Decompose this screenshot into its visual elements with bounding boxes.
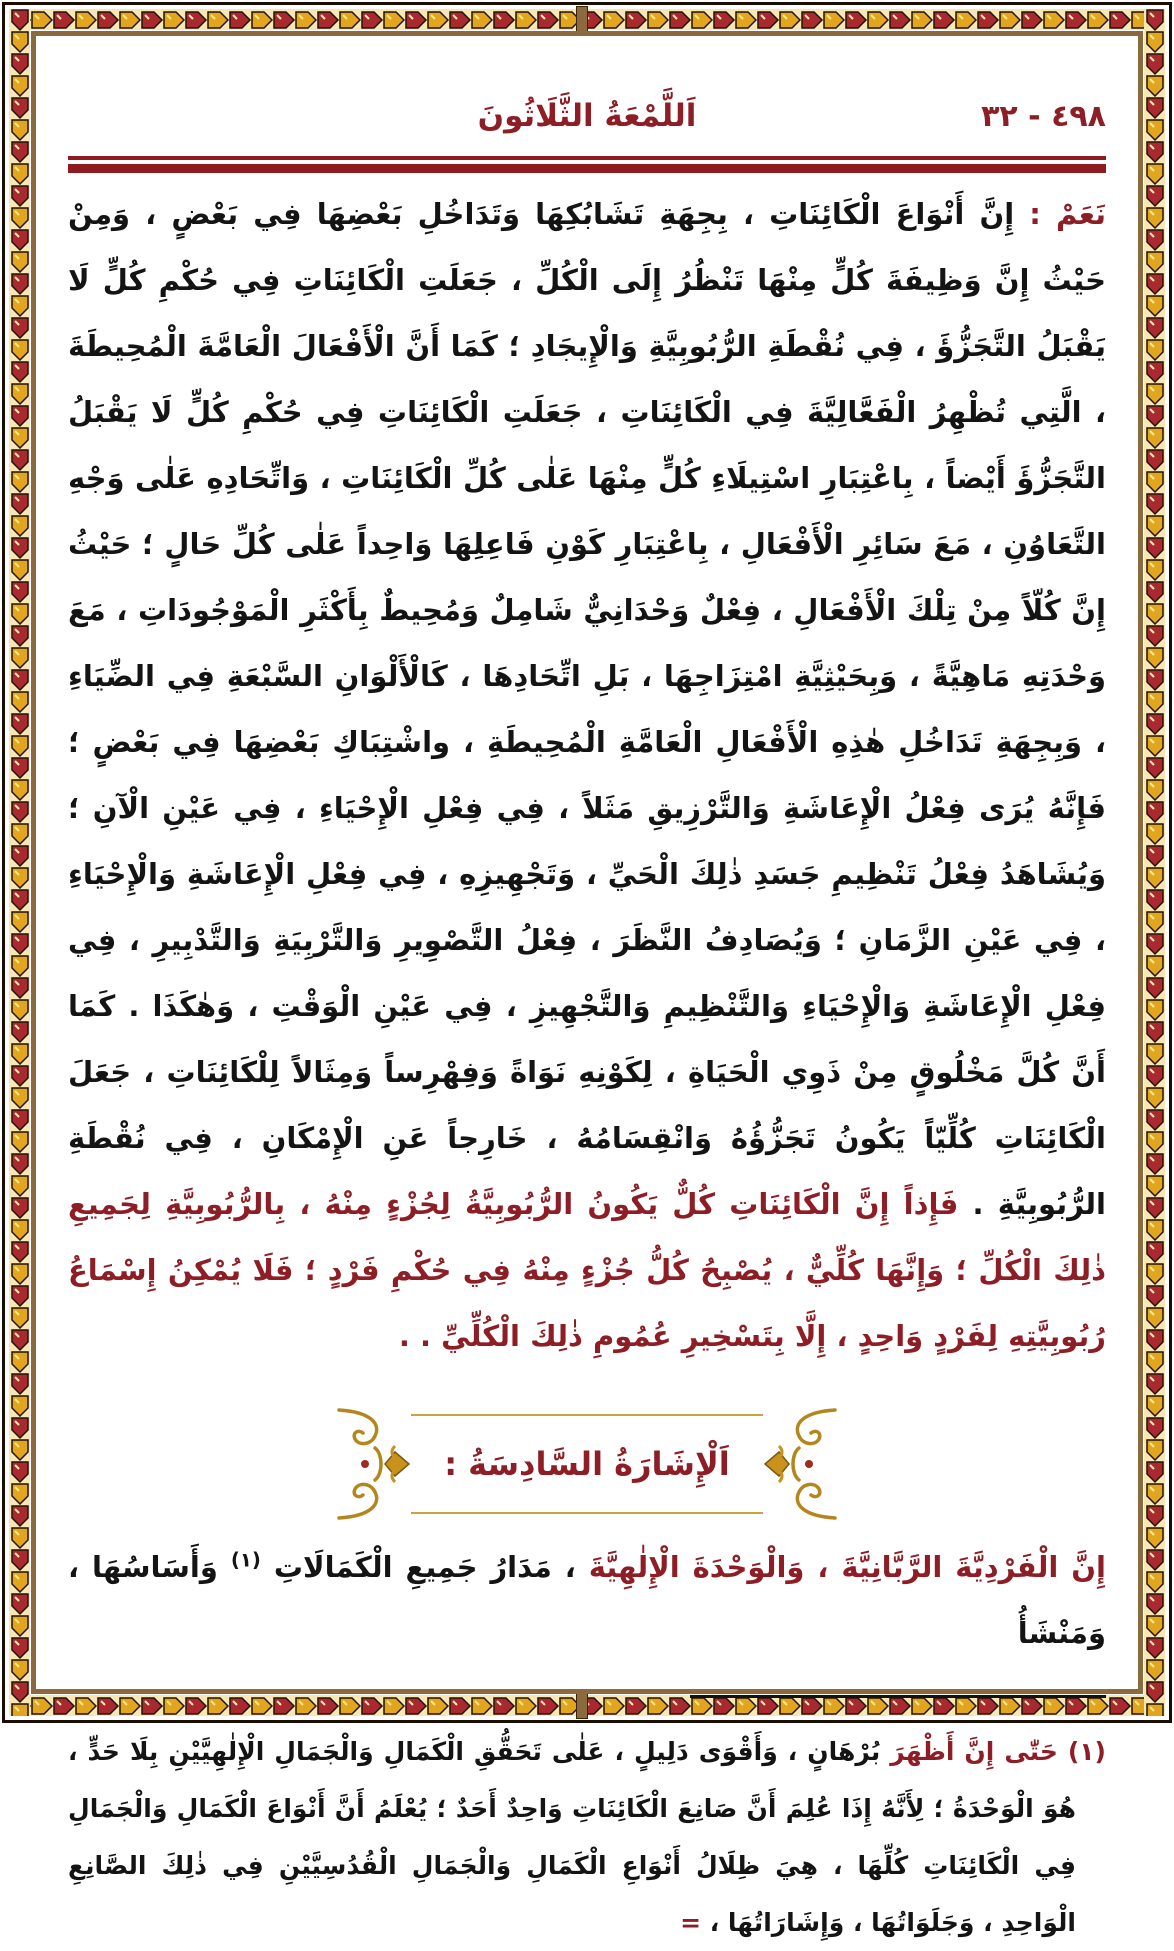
page-title: اَللَّمْعَةُ الثَّلَاثُونَ bbox=[477, 98, 697, 134]
text-segment: بُرْهَانٍ ، وَأَقْوَى دَلِيلٍ ، عَلٰى تَحَقُّقِ الْكَمَالِ وَالْجَمَالِ الْإِلٰهِيَّيْنِ بِلَا حَدٍّ ، هُوَ الْوَحْدَةُ ؛ لِأَنَّهُ إِذَا عُلِمَ أَنَّ صَانِعَ الْكَائِنَاتِ وَاحِدٌ أَحَدٌ ؛ يُعْلَمُ أَنَّ أَنْوَاعَ الْكَمَالِ وَالْجَمَالِ فِي الْكَائِنَاتِ كُلِّهَا ، هِيَ ظِلَالُ أَنْوَاعِ الْكَمَالِ وَالْجَمَالِ الْقُدُسِيَّيْنِ فِي ذٰلِكَ الصَّانِعِ الْوَاحِدِ ، وَجَلَوَاتُهَا ، وَإِشَارَاتُهَا ، bbox=[68, 1737, 1076, 1937]
red-text-segment: (١) حَتّٰى إِنَّ أَظْهَرَ bbox=[890, 1737, 1106, 1766]
section-lead-paragraph bbox=[68, 1534, 1106, 1666]
text-segment: إِنَّ أَنْوَاعَ الْكَائِنَاتِ ، بِجِهَةِ تَشَابُكِهَا وَتَدَاخُلِ بَعْضِهَا فِي بَعْضٍ ، وَمِنْ حَيْثُ إِنَّ وَظِيفَةَ كُلٍّ مِنْهَا تَنْظُرُ إِلَى الْكُلِّ ، جَعَلَتِ الْكَائِنَاتِ فِي حُكْمِ كُلٍّ لَا يَقْبَلُ التَّجَزُّؤَ ، فِي نُقْطَةِ الرُّبُوبِيَّةِ وَالْإِيجَادِ ؛ كَمَا أَنَّ الْأَفْعَالَ الْعَامَّةَ الْمُحِيطَةَ ، الَّتِي تُظْهِرُ الْفَعَّالِيَّةَ فِي الْكَائِنَاتِ ، جَعَلَتِ الْكَائِنَاتِ فِي حُكْمِ كُلٍّ لَا يَقْبَلُ التَّجَزُّؤَ أَيْضاً ، بِاعْتِبَارِ اسْتِيلَاءِ كُلٍّ مِنْهَا عَلٰى كُلِّ الْكَائِنَاتِ ، وَاتِّحَادِهِ عَلٰى وَجْهِ التَّعَاوُنِ ، مَعَ سَائِرِ الْأَفْعَالِ ، بِاعْتِبَارِ كَوْنِ فَاعِلِهَا وَاحِداً عَلٰى كُلِّ حَالٍ ؛ حَيْثُ إِنَّ كُلّاً مِنْ تِلْكَ الْأَفْعَالِ ، فِعْلٌ وَحْدَانِيٌّ شَامِلٌ وَمُحِيطٌ بِأَكْثَرِ الْمَوْجُودَاتِ ، مَعَ وَحْدَتِهِ مَاهِيَّةً ، وَبِحَيْثِيَّةِ امْتِزَاجِهَا ، بَلِ اتِّحَادِهَا ، كَالْأَلْوَانِ السَّبْعَةِ فِي الضِّيَاءِ ، وَبِجِهَةِ تَدَاخُلِ هٰذِهِ الْأَفْعَالِ الْعَامَّةِ الْمُحِيطَةِ ، واشْتِبَاكِ بَعْضِهَا فِي بَعْضٍ ؛ فَإِنَّهُ يُرَى فِعْلُ الْإِعَاشَةِ وَالتَّرْزِيقِ مَثَلاً ، فِي فِعْلِ الْإِحْيَاءِ ، فِي عَيْنِ الْآنِ ؛ وَيُشَاهَدُ فِعْلُ تَنْظِيمِ جَسَدِ ذٰلِكَ الْحَيِّ ، وَتَجْهِيزِهِ ، فِي فِعْلِ الْإِعَاشَةِ وَالْإِحْيَاءِ ، فِي عَيْنِ الزَّمَانِ ؛ وَيُصَادِفُ النَّظَرَ ، فِعْلُ التَّصْوِيرِ وَالتَّرْبِيَةِ وَالتَّدْبِيرِ ، فِي فِعْلِ الْإِعَاشَةِ وَالْإِحْيَاءِ وَالتَّنْظِيمِ وَالتَّجْهِيزِ ، فِي عَيْنِ الْوَقْتِ ، وَهٰكَذَا . كَمَا أَنَّ كُلَّ مَخْلُوقٍ مِنْ ذَوِي الْحَيَاةِ ، لِكَوْنِهِ نَوَاةً وَفِهْرِساً وَمِثَالاً لِلْكَائِنَاتِ ، جَعَلَ الْكَائِنَاتِ كُلِّيّاً يَكُونُ تَجَزُّؤُهُ وَانْقِسَامُهُ ، خَارِجاً عَنِ الْإِمْكَانِ ، فِي نُقْطَةِ الرُّبُوبِيَّةِ . bbox=[68, 197, 1106, 1221]
header-divider-rule bbox=[68, 156, 1106, 173]
text-segment: ، مَدَارُ جَمِيعِ الْكَمَالَاتِ bbox=[260, 1550, 589, 1584]
footnote-paragraph bbox=[68, 1723, 1106, 1951]
red-text-segment: إِنَّ الْفَرْدِيَّةَ الرَّبَّانِيَّةَ ، وَالْوَحْدَةَ الْإِلٰهِيَّةَ bbox=[588, 1550, 1106, 1584]
chain-border-left bbox=[9, 9, 30, 1716]
red-text-segment: نَعَمْ : bbox=[1014, 197, 1106, 231]
page-number: ٤٩٨ - ٣٢ bbox=[981, 98, 1106, 134]
section-heading-cartouche bbox=[68, 1398, 1106, 1530]
text-segment: (١) bbox=[230, 1548, 261, 1572]
red-text-segment: = bbox=[680, 1908, 702, 1937]
border-center-tab-bottom bbox=[576, 1691, 588, 1719]
page-header bbox=[68, 98, 1106, 134]
footnote-separator-rule bbox=[690, 1695, 1106, 1698]
arabesque-ornament-right-icon bbox=[337, 1402, 411, 1526]
border-center-tab-top bbox=[576, 6, 588, 34]
section-heading: اَلْإِشَارَةُ السَّادِسَةُ : bbox=[444, 1445, 730, 1483]
text-segment: وَأَسَاسُهَا ، وَمَنْشَأُ bbox=[68, 1550, 1106, 1650]
page-content bbox=[40, 40, 1134, 1937]
section-heading-box bbox=[411, 1414, 763, 1514]
red-text-segment: فَإِذاً إِنَّ الْكَائِنَاتِ كُلٌّ يَكُونُ الرُّبُوبِيَّةُ لِجُزْءٍ مِنْهُ ، بِالرُّبُوبِيَّةِ لِجَمِيعِ ذٰلِكَ الْكُلِّ ؛ وَإِنَّهَا كُلِّيٌّ ، يُصْبِحُ كُلُّ جُزْءٍ مِنْهُ فِي حُكْمِ فَرْدٍ ؛ فَلَا يُمْكِنُ إِسْمَاعُ رُبُوبِيَّتِهِ لِفَرْدٍ وَاحِدٍ ، إِلَّا بِتَسْخِيرِ عُمُومِ ذٰلِكَ الْكُلِّيِّ . . bbox=[68, 1187, 1106, 1353]
chain-border-right bbox=[1144, 9, 1165, 1716]
arabesque-ornament-left-icon bbox=[763, 1402, 837, 1526]
body-paragraph bbox=[68, 181, 1106, 1369]
